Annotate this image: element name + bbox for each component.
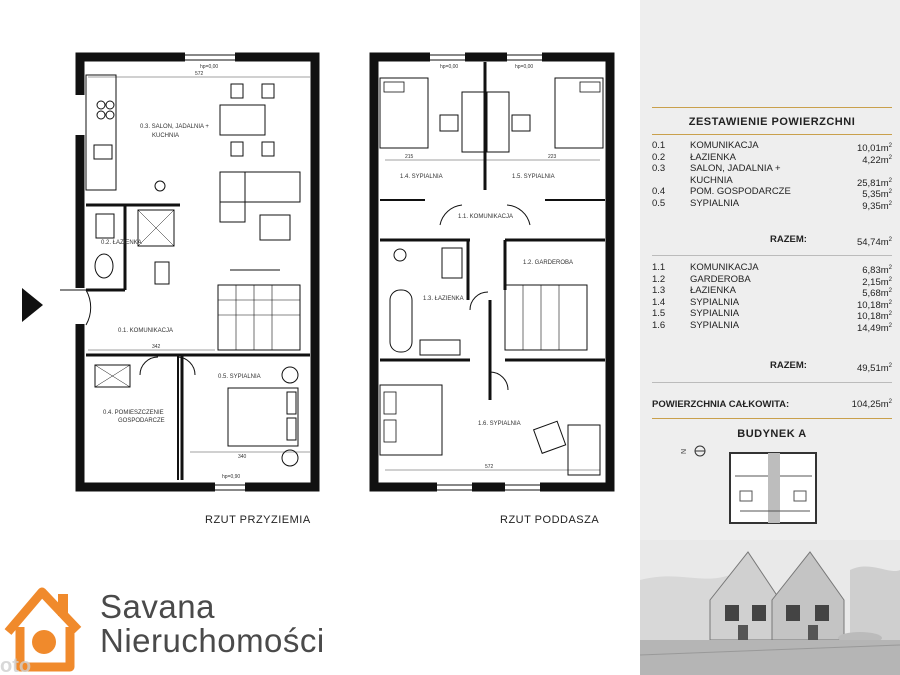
label-a-laz: 1.3. ŁAZIENKA — [423, 296, 464, 302]
title-rule-top — [652, 107, 892, 108]
label-a-syp14: 1.4. SYPIALNIA — [400, 174, 443, 180]
room-area: $2,15m^2$ — [862, 276, 892, 288]
brand-line-2: Nieruchomości — [100, 622, 325, 659]
room-number: 0.3 — [652, 163, 666, 174]
room-number: 1.3 — [652, 285, 666, 296]
room-area: $5,68m^2$ — [862, 288, 892, 300]
label-a-syp16: 1.6. SYPIALNIA — [478, 421, 521, 427]
attic-room-row — [652, 320, 892, 332]
attic-room-row — [652, 297, 892, 309]
room-name: ŁAZIENKA — [690, 285, 736, 296]
ground-total-label: RAZEM: — [770, 234, 807, 245]
divider-2 — [652, 382, 892, 383]
room-area: $10,01m^2$ — [856, 143, 892, 155]
dim-a-572: 572 — [485, 464, 494, 470]
room-name: KOMUNIKACJA — [690, 140, 759, 151]
room-name: KUCHNIA — [690, 174, 733, 186]
room-number: 1.6 — [652, 319, 666, 331]
entrance-arrow-icon — [22, 288, 43, 322]
attic-total-value: $49,51m^2$ — [856, 363, 892, 375]
label-g-komunikacja: 0.1. KOMUNIKACJA — [118, 328, 174, 334]
label-a-kom: 1.1. KOMUNIKACJA — [458, 214, 514, 220]
label-a-syp15: 1.5. SYPIALNIA — [512, 174, 555, 180]
north-arrow-icon — [681, 446, 705, 456]
room-name: SYPIALNIA — [690, 296, 740, 308]
room-name: SYPIALNIA — [690, 197, 740, 209]
ground-total-row — [652, 234, 892, 249]
room-name: POM. GOSPODARCZE — [690, 186, 791, 197]
room-number: 0.1 — [652, 140, 666, 151]
north-label: N — [681, 448, 688, 454]
dim-g-hp: hp=0,00 — [200, 64, 219, 70]
room-name: GARDEROBA — [690, 273, 751, 285]
room-number: 0.5 — [652, 197, 666, 209]
dim-a-hp-2: hp=0,00 — [515, 64, 534, 70]
attic-room-row — [652, 262, 892, 277]
ground-room-row — [652, 140, 892, 155]
room-name: ŁAZIENKA — [690, 151, 736, 163]
divider — [652, 255, 892, 256]
attic-total-row — [652, 360, 892, 375]
label-g-pom-2: GOSPODARCZE — [118, 418, 165, 424]
grand-total-label: POWIERZCHNIA CAŁKOWITA: — [652, 399, 790, 410]
building-rule — [652, 418, 892, 419]
watermark-text: oto — [0, 655, 32, 675]
room-name: SYPIALNIA — [690, 308, 740, 319]
room-area: $25,81m^2$ — [856, 177, 892, 189]
building-site-plan — [640, 436, 900, 536]
room-area: $10,18m^2$ — [856, 311, 892, 323]
dim-g-342: 342 — [152, 344, 161, 350]
building-render-image — [640, 540, 900, 675]
ground-room-row — [652, 163, 892, 175]
room-area: $4,22m^2$ — [862, 154, 892, 166]
summary-title: ZESTAWIENIE POWIERZCHNI — [688, 116, 856, 128]
label-g-lazienka: 0.2. ŁAZIENKA — [101, 240, 142, 246]
ground-floor-plan — [60, 52, 315, 492]
label-g-salon-2: KUCHNIA — [152, 133, 180, 139]
dim-a-215: 215 — [405, 154, 414, 160]
title-rule-bottom — [652, 134, 892, 135]
room-area: $9,35m^2$ — [862, 200, 892, 212]
dim-g-bottom: hp=0,90 — [222, 474, 241, 480]
ground-room-row — [652, 152, 892, 164]
attic-room-row — [652, 274, 892, 286]
ground-room-row — [652, 186, 892, 201]
caption-ground-floor: RZUT PRZYZIEMIA — [205, 514, 311, 526]
room-area: $5,35m^2$ — [862, 189, 892, 201]
room-area: $6,83m^2$ — [862, 265, 892, 277]
label-g-salon: 0.3. SALON, JADALNIA + — [140, 124, 209, 130]
room-name: KOMUNIKACJA — [690, 262, 759, 273]
attic-total-label: RAZEM: — [770, 360, 807, 371]
room-name: SALON, JADALNIA + — [690, 163, 781, 174]
room-number: 1.2 — [652, 273, 666, 285]
caption-attic: RZUT PODDASZA — [500, 514, 600, 526]
room-area: $14,49m^2$ — [856, 322, 892, 334]
grand-total-row — [652, 399, 892, 411]
label-g-pom: 0.4. POMIESZCZENIE — [103, 410, 164, 416]
label-g-sypialnia: 0.5. SYPIALNIA — [218, 374, 261, 380]
ground-total-value: $54,74m^2$ — [856, 237, 892, 249]
label-a-gard: 1.2. GARDEROBA — [523, 260, 574, 266]
room-number: 1.1 — [652, 262, 666, 273]
ground-room-row — [652, 198, 892, 210]
dim-g-top: 572 — [195, 71, 204, 77]
room-name: SYPIALNIA — [690, 319, 740, 331]
room-number: 1.5 — [652, 308, 666, 319]
attic-room-row — [652, 285, 892, 300]
room-number: 0.4 — [652, 186, 666, 197]
dim-a-hp: hp=0,00 — [440, 64, 459, 70]
grand-total-value: $104,25m^2$ — [851, 399, 892, 411]
room-number: 0.2 — [652, 151, 666, 163]
building-title: BUDYNEK A — [737, 428, 807, 440]
brand-line-1: Savana — [100, 588, 215, 625]
room-number: 1.4 — [652, 296, 666, 308]
dim-g-340: 340 — [238, 454, 247, 460]
room-area: $10,18m^2$ — [856, 299, 892, 311]
attic-room-row — [652, 308, 892, 323]
dim-a-223: 223 — [548, 154, 557, 160]
ground-room-row — [652, 175, 892, 187]
